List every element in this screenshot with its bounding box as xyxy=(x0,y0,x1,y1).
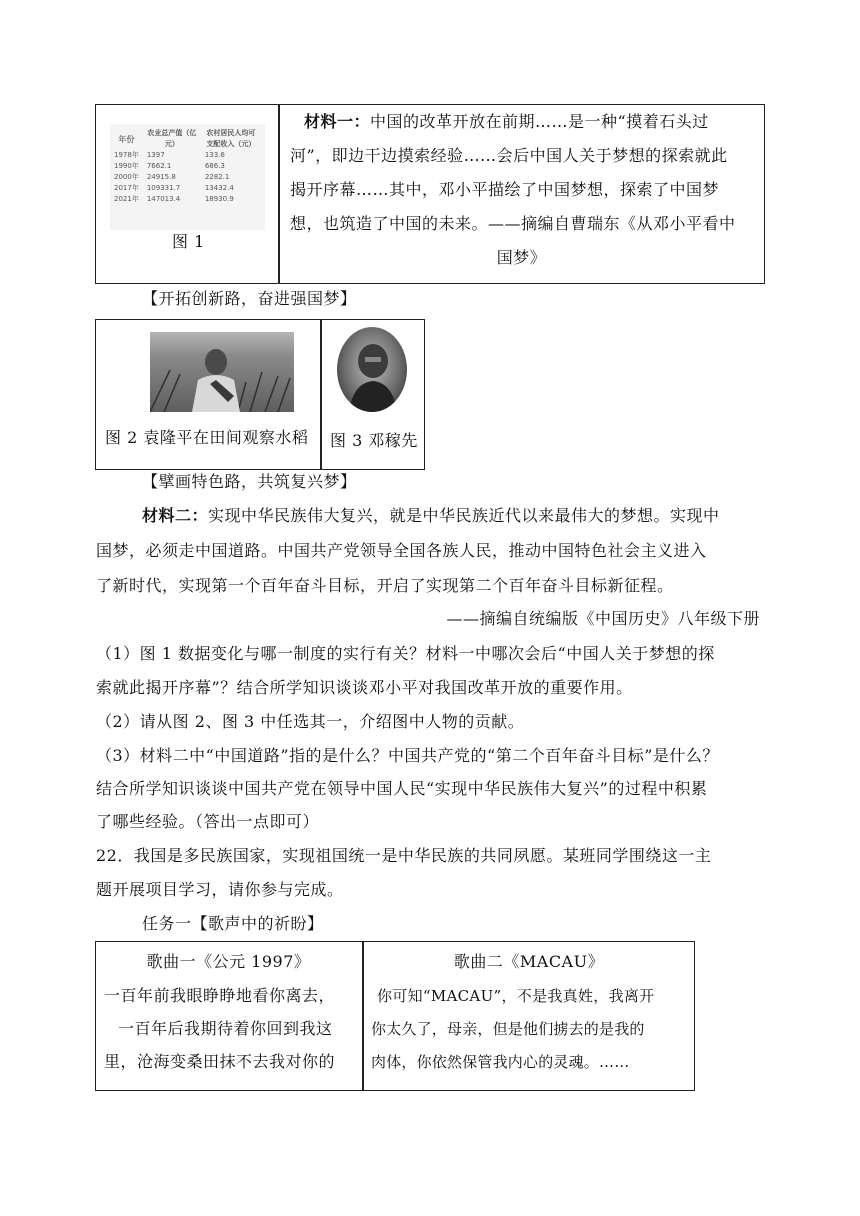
material1-line-2: 河”，即边干边摸索经验……会后中国人关于梦想的探索就此 xyxy=(290,146,728,165)
song1-line-2: 一百年后我期待着你回到我这 xyxy=(118,1019,333,1038)
material1-label: 材料一： xyxy=(304,112,371,131)
header-output: 农业总产值（亿元） xyxy=(147,129,197,148)
question-2: （2）请从图 2、图 3 中任选其一，介绍图中人物的贡献。 xyxy=(96,712,525,731)
song2-title: 歌曲二《MACAU》 xyxy=(453,952,605,971)
material1-line-1: 材料一：中国的改革开放在前期……是一种“摸着石头过 xyxy=(304,112,709,131)
section-heading-2: 【擘画特色路，共筑复兴梦】 xyxy=(142,472,357,491)
song1-title: 歌曲一《公元 1997》 xyxy=(146,952,311,971)
section-heading-1: 【开拓创新路，奋进强国梦】 xyxy=(142,289,357,308)
table-divider xyxy=(320,319,322,470)
fig1-caption: 图 1 xyxy=(172,232,205,251)
song2-line-3: 肉体，你依然保管我内心的灵魂。…… xyxy=(371,1053,630,1071)
material2-label: 材料二： xyxy=(142,506,209,525)
fig2-caption: 图 2 袁隆平在田间观察水稻 xyxy=(105,428,309,447)
task-1-heading: 任务一【歌声中的祈盼】 xyxy=(142,914,324,933)
material1-line-4: 想，也筑造了中国的未来。——摘编自曹瑞东《从邓小平看中 xyxy=(290,214,736,233)
question-22-line-1: 22．我国是多民族国家，实现祖国统一是中华民族的共同夙愿。某班同学围绕这一主 xyxy=(96,846,712,865)
fig3-photo xyxy=(337,327,407,412)
question-1-line-1: （1）图 1 数据变化与哪一制度的实行有关？材料一中哪次会后“中国人关于梦想的探 xyxy=(96,644,715,663)
table-header-row xyxy=(110,128,261,150)
table-row: 2021年 147013.4 18930.9 xyxy=(114,195,234,203)
material2-line-2: 国梦，必须走中国道路。中国共产党领导全国各族人民，推动中国特色社会主义进入 xyxy=(96,541,707,560)
header-income: 农村居民人均可支配收入（元） xyxy=(206,129,256,148)
table-row: 1990年 7662.1 686.3 xyxy=(114,162,225,170)
song1-line-1: 一百年前我眼睁睁地看你离去， xyxy=(104,986,336,1005)
song2-line-2: 你太久了，母亲，但是他们掳去的是我的 xyxy=(371,1020,645,1038)
table-row: 2000年 24915.8 2282.1 xyxy=(114,173,230,181)
rice-field-scene xyxy=(150,332,294,412)
fig1-table xyxy=(110,128,261,205)
material2-line-3: 了新时代，实现第一个百年奋斗目标，开启了实现第二个百年奋斗目标新征程。 xyxy=(96,576,674,595)
fig2-photo xyxy=(150,332,294,412)
song1-line-3: 里，沧海变桑田抹不去我对你的 xyxy=(104,1052,336,1071)
material1-line-5: 国梦》 xyxy=(496,248,547,267)
fig3-caption: 图 3 邓稼先 xyxy=(330,431,418,450)
question-3-line-1: （3）材料二中“中国道路”指的是什么？中国共产党的“第二个百年奋斗目标”是什么？ xyxy=(96,746,719,765)
material1-line-3: 揭开序幕……其中，邓小平描绘了中国梦想，探索了中国梦 xyxy=(290,180,720,199)
header-year: 年份 xyxy=(118,134,135,144)
question-3-line-3: 了哪些经验。（答出一点即可） xyxy=(96,812,320,831)
question-22-line-2: 题开展项目学习，请你参与完成。 xyxy=(96,880,344,899)
table-row: 2017年 109331.7 13432.4 xyxy=(114,184,234,192)
question-3-line-2: 结合所学知识谈谈中国共产党在领导中国人民“实现中华民族伟大复兴”的过程中积累 xyxy=(96,779,708,798)
song2-line-1: 你可知“MACAU”，不是我真姓，我离开 xyxy=(377,987,655,1005)
fig1-stat-image xyxy=(110,124,265,230)
material2-source: ——摘编自统编版《中国历史》八年级下册 xyxy=(446,609,760,628)
table-row: 1978年 1397 133.6 xyxy=(114,151,225,159)
question-1-line-2: 索就此揭开序幕”？结合所学知识谈谈邓小平对我国改革开放的重要作用。 xyxy=(96,678,633,697)
material2-line-1: 材料二：实现中华民族伟大复兴，就是中华民族近代以来最伟大的梦想。实现中 xyxy=(142,506,720,525)
portrait-silhouette xyxy=(337,327,407,412)
